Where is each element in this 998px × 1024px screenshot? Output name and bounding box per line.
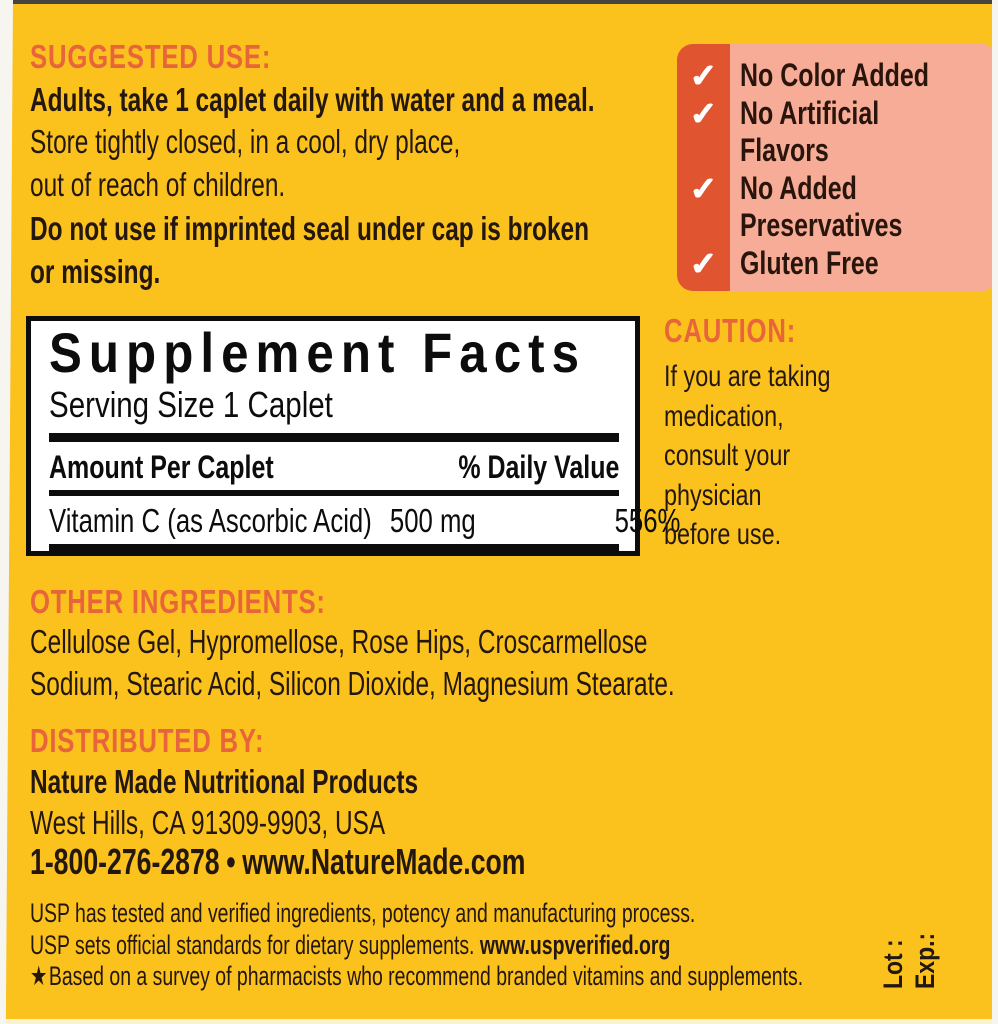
label-top-edge [0, 0, 998, 4]
distributor-address: West Hills, CA 91309-9903, USA [30, 804, 386, 841]
usp-survey-text: Based on a survey of pharmacists who recommend branded vitamins and supplements. [48, 961, 804, 991]
check-icon: ✓ [689, 94, 718, 132]
nutrient-name: Vitamin C (as Ascorbic Acid) [49, 502, 372, 539]
lot-label: Lot : [878, 939, 908, 989]
caution-heading: CAUTION: [664, 312, 797, 349]
supplement-facts-title: Supplement Facts [49, 321, 587, 384]
check-icon: ✓ [689, 57, 718, 95]
phone-website-line [30, 841, 525, 883]
claim-row [677, 95, 993, 133]
usp-line: USP has tested and verified ingredients, potency and manufacturing process. [30, 898, 696, 928]
nutrient-daily-value: 556% [614, 502, 681, 539]
suggested-use-line: Do not use if imprinted seal under cap is broken [30, 210, 590, 247]
claim-row [677, 207, 993, 245]
usp-line [30, 930, 670, 961]
suggested-use-line: or missing. [30, 253, 161, 290]
divider-bar [49, 490, 619, 496]
distributor-company: Nature Made Nutritional Products [30, 763, 419, 800]
claim-row [677, 57, 993, 95]
claim-row [677, 170, 993, 208]
star-icon: ★ [30, 961, 48, 991]
caution-line: medication, [664, 399, 784, 433]
other-ingredients-line: Sodium, Stearic Acid, Silicon Dioxide, Magnesium Stearate. [30, 665, 675, 702]
daily-value-label: % Daily Value [458, 449, 619, 485]
claims-list [677, 57, 993, 282]
claim-text: No Artificial [740, 94, 880, 131]
exp-label: Exp.: [910, 932, 940, 989]
amount-per-caplet-label: Amount Per Caplet [49, 449, 274, 485]
check-icon: ✓ [689, 169, 718, 207]
nutrient-name-amount [49, 501, 476, 541]
claim-text: Flavors [740, 132, 829, 169]
nutrient-amount: 500 mg [389, 502, 476, 539]
distributed-by-heading: DISTRIBUTED BY: [30, 722, 265, 759]
suggested-use-line: out of reach of children. [30, 166, 286, 203]
suggested-use-heading: SUGGESTED USE: [30, 38, 272, 75]
suggested-use-line: Store tightly closed, in a cool, dry place, [30, 123, 461, 160]
claim-row [677, 245, 993, 283]
claim-text: No Added [740, 169, 857, 206]
label-left-edge [0, 0, 13, 1024]
supplement-facts-panel [26, 316, 681, 556]
caution-line: consult your [664, 439, 791, 472]
usp-url: www.uspverified.org [479, 930, 671, 960]
bullet-icon: • [226, 841, 236, 882]
claim-row [677, 132, 993, 170]
caution-line: If you are taking [664, 360, 831, 393]
divider-bar [49, 544, 619, 553]
nutrient-row [49, 501, 681, 541]
caution-line: before use. [664, 518, 782, 551]
caution-line: physician [664, 478, 762, 512]
claims-box [677, 44, 993, 291]
suggested-use-line: Adults, take 1 caplet daily with water and a meal. [30, 81, 595, 118]
website-url: www.NatureMade.com [242, 841, 526, 882]
other-ingredients-line: Cellulose Gel, Hypromellose, Rose Hips, Croscarmellose [30, 623, 648, 660]
serving-size: Serving Size 1 Caplet [49, 384, 333, 425]
facts-header-row [49, 448, 619, 486]
caution-section [664, 312, 877, 555]
claim-text: Gluten Free [740, 244, 879, 281]
phone-number: 1-800-276-2878 [30, 841, 220, 882]
claim-text: Preservatives [740, 207, 903, 244]
label-right-edge [992, 0, 998, 1024]
check-icon: ✓ [689, 244, 718, 282]
label-bottom-edge [0, 1019, 998, 1024]
other-ingredients-heading: OTHER INGREDIENTS: [30, 583, 326, 620]
usp-standards-text: USP sets official standards for dietary supplements. [30, 930, 475, 960]
usp-line [30, 961, 803, 992]
claim-text: No Color Added [740, 57, 930, 94]
divider-bar [49, 433, 619, 442]
